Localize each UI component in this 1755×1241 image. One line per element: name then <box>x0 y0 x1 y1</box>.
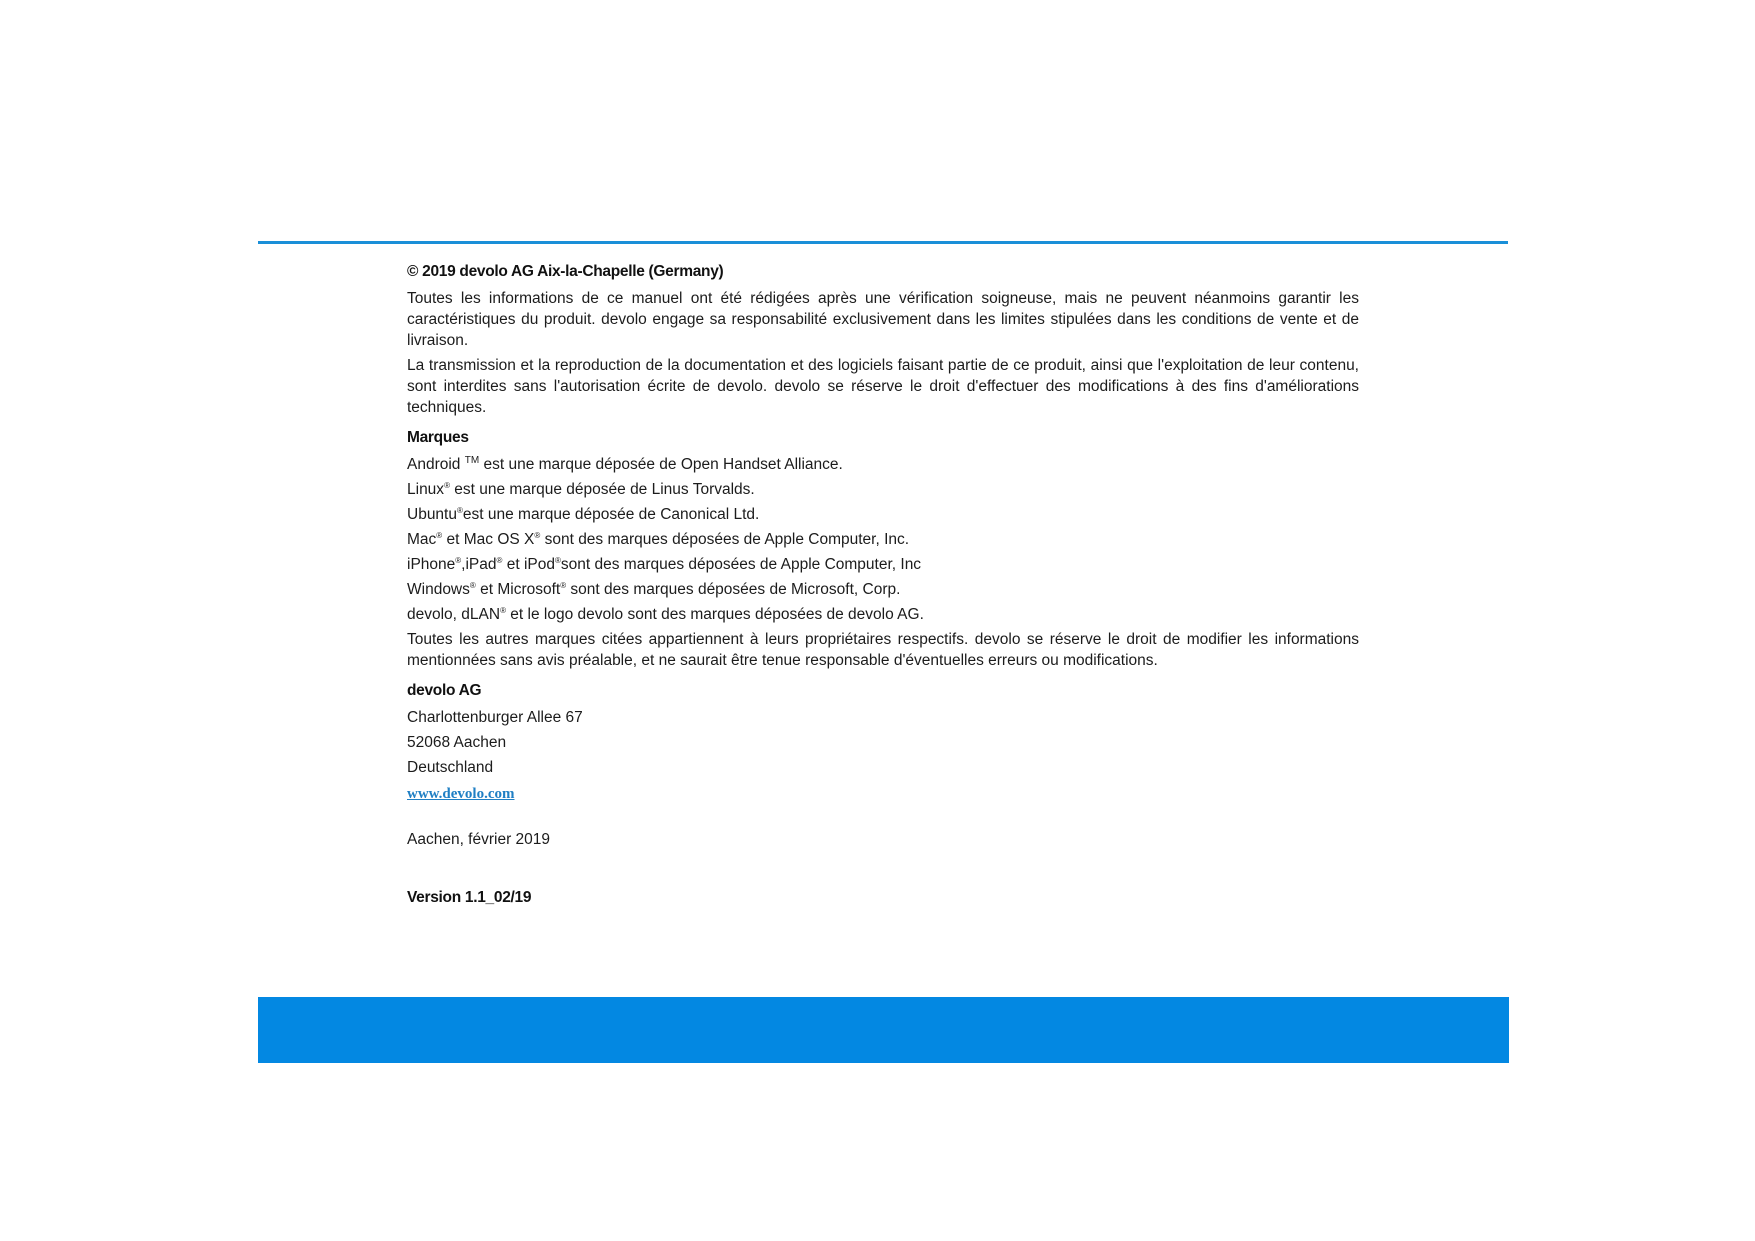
copyright-heading: © 2019 devolo AG Aix-la-Chapelle (Germany) <box>407 263 724 280</box>
disclaimer-paragraph: Toutes les informations de ce manuel ont été rédigées après une vérification soigneuse, mais ne peuvent néanmoins garantir les caractéristiques du produit. devolo engage sa responsabilité exclusivement dans les limites stipulées dans les conditions de vente et de livraison. <box>407 290 1359 349</box>
reproduction-paragraph: La transmission et la reproduction de la documentation et des logiciels faisant partie de ce produit, ainsi que l'exploitation de leur contenu, sont interdites sans l'autorisation écrite de devolo. devolo se réserve le droit d'effectuer des modifications à des fins d'améliorations techniques. <box>407 357 1359 416</box>
version-label: Version 1.1_02/19 <box>407 889 532 906</box>
company-street: Charlottenburger Allee 67 <box>407 709 583 726</box>
trademark-linux: Linux® est une marque déposée de Linus Torvalds. <box>407 480 755 498</box>
trademark-android: Android ™ est une marque déposée de Open Handset Alliance. <box>407 454 843 473</box>
imprint-content <box>407 262 1359 914</box>
company-country: Deutschland <box>407 759 494 776</box>
company-city: 52068 Aachen <box>407 734 507 751</box>
trademark-mac: Mac® et Mac OS X® sont des marques déposées de Apple Computer, Inc. <box>407 530 910 548</box>
trademark-devolo: devolo, dLAN® et le logo devolo sont des marques déposées de devolo AG. <box>407 605 924 623</box>
company-heading: devolo AG <box>407 682 482 699</box>
trademark-ubuntu: Ubuntu®est une marque déposée de Canonical Ltd. <box>407 505 760 523</box>
website-link[interactable]: www.devolo.com <box>407 786 515 802</box>
trademarks-closing-paragraph: Toutes les autres marques citées appartiennent à leurs propriétaires respectifs. devolo se réserve le droit de modifier les informations mentionnées sans avis préalable, et ne saurait être tenue responsable d'éventuelles erreurs ou modifications. <box>407 631 1359 669</box>
footer-band <box>258 997 1509 1063</box>
top-divider-line <box>258 241 1508 244</box>
trademark-apple-devices: iPhone®,iPad® et iPod®sont des marques déposées de Apple Computer, Inc <box>407 555 922 573</box>
trademarks-heading: Marques <box>407 429 469 446</box>
trademark-windows: Windows® et Microsoft® sont des marques déposées de Microsoft, Corp. <box>407 580 901 598</box>
date-line: Aachen, février 2019 <box>407 831 551 848</box>
